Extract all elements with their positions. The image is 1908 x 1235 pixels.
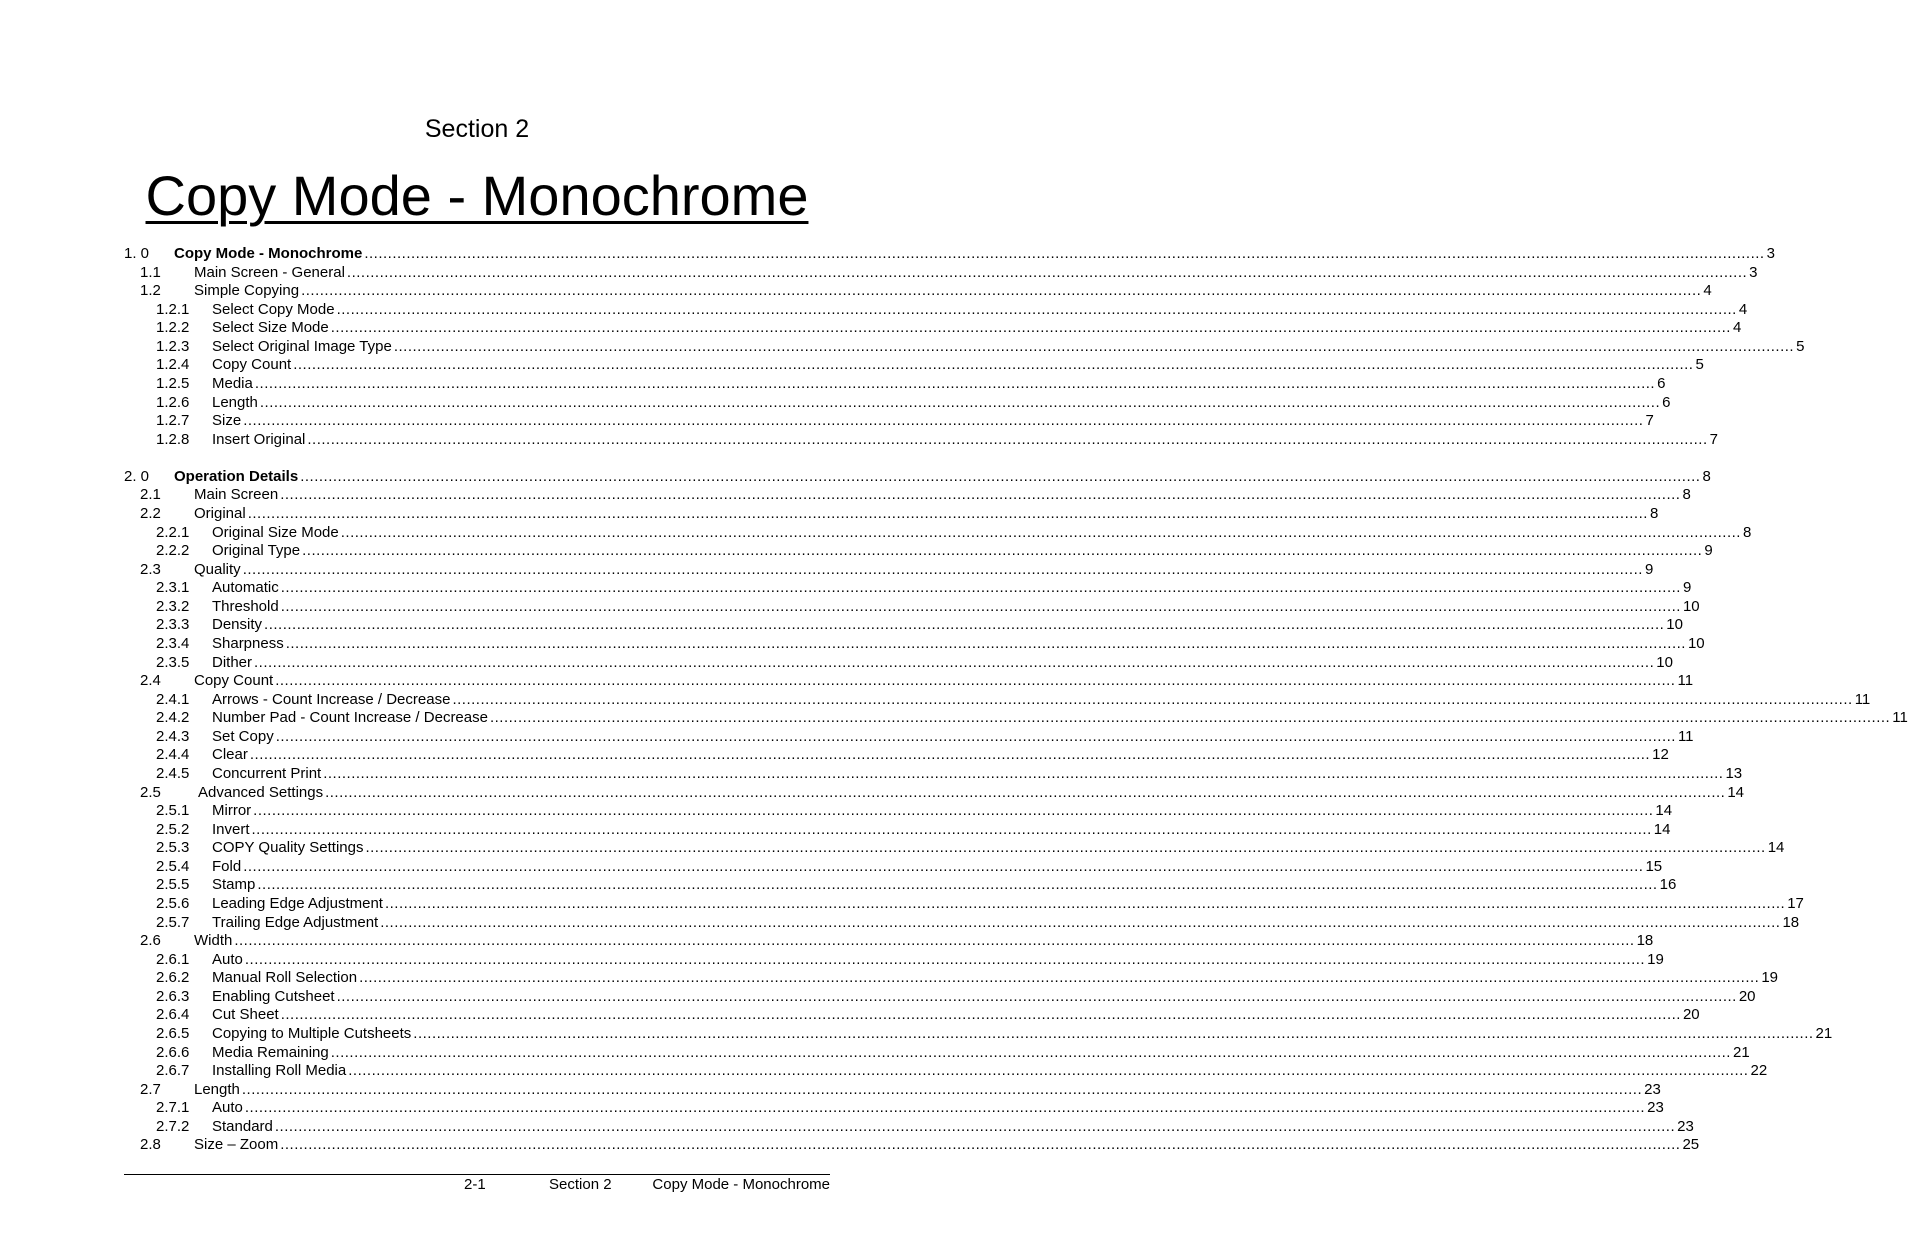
toc-entry-page: 14 [1727, 783, 1745, 801]
toc-leader-dots: ............................................................................................................................................................................................................................................................................................................ [247, 504, 1648, 522]
toc-entry[interactable] [124, 709, 1908, 727]
toc-leader-dots: ............................................................................................................................................................................................................................................................................................................ [346, 263, 1748, 281]
toc-entry-page: 3 [1766, 245, 1775, 262]
toc-entry-number: 1.2.2 [156, 319, 190, 337]
toc-entry-number: 2.5.4 [156, 857, 190, 875]
toc-entry-page: 5 [1796, 337, 1805, 355]
toc-entry-number: 1. 0 [124, 245, 150, 262]
toc-leader-dots: ............................................................................................................................................................................................................................................................................................................ [264, 616, 1665, 634]
toc-entry-title: Size [212, 412, 242, 430]
toc-entry-title: Length [212, 393, 258, 411]
toc-leader-dots: ............................................................................................................................................................................................................................................................................................................ [336, 987, 1737, 1005]
toc-entry[interactable] [124, 1006, 1700, 1024]
footer-rule [124, 1174, 830, 1175]
toc-entry-number: 1.2.8 [156, 430, 190, 448]
toc-entry[interactable] [124, 374, 1666, 393]
toc-entry[interactable] [124, 969, 1779, 987]
toc-entry-number: 1.2 [140, 282, 161, 300]
toc-entry-page: 23 [1647, 1099, 1664, 1117]
toc-leader-dots: ............................................................................................................................................................................................................................................................................................................ [330, 319, 1731, 337]
toc-entry[interactable] [124, 950, 1664, 969]
toc-entry-page: 19 [1761, 969, 1779, 987]
toc-entry-page: 11 [1677, 672, 1694, 690]
toc-entry-page: 18 [1782, 913, 1800, 931]
toc-entry[interactable] [124, 690, 1871, 709]
toc-entry[interactable] [124, 245, 1775, 263]
toc-entry-page: 10 [1656, 653, 1673, 671]
toc-entry-title: Original Size Mode [212, 523, 339, 541]
toc-entry[interactable] [124, 746, 1669, 764]
toc-entry-title: Operation Details [174, 467, 299, 485]
toc-leader-dots: ............................................................................................................................................................................................................................................................................................................ [243, 857, 1644, 875]
toc-entry-page: 4 [1738, 300, 1748, 318]
toc-entry-page: 21 [1732, 1043, 1750, 1061]
toc-entry-page: 5 [1695, 356, 1704, 374]
toc-entry-page: 19 [1647, 950, 1664, 968]
toc-entry-title: Copy Mode - Monochrome [174, 245, 363, 262]
toc-leader-dots: ............................................................................................................................................................................................................................................................................................................ [257, 876, 1658, 894]
toc-entry-page: 25 [1682, 1136, 1700, 1154]
toc-entry-number: 2.6.2 [156, 969, 190, 987]
toc-entry-title: Select Original Image Type [212, 337, 392, 355]
toc-entry-title: Clear [212, 746, 248, 764]
toc-entry-title: Media Remaining [212, 1043, 329, 1061]
toc-entry-page: 6 [1662, 393, 1671, 411]
toc-entry-title: Invert [212, 820, 250, 838]
toc-leader-dots: ............................................................................................................................................................................................................................................................................................................ [254, 374, 1656, 392]
toc-leader-dots: ............................................................................................................................................................................................................................................................................................................ [300, 467, 1701, 485]
toc-entry[interactable] [124, 337, 1805, 356]
toc-entry-title: Leading Edge Adjustment [212, 894, 383, 912]
toc-entry-number: 2.3.5 [156, 653, 190, 671]
toc-entry-number: 2.3 [140, 560, 161, 578]
toc-entry-title: Advanced Settings [198, 783, 324, 801]
toc-entry[interactable] [124, 1080, 1661, 1099]
toc-entry-number: 2.4.4 [156, 746, 190, 764]
toc-entry-number: 2.5.3 [156, 839, 190, 857]
toc-entry-page: 21 [1815, 1024, 1833, 1042]
toc-entry-title: Select Size Mode [212, 319, 329, 337]
toc-entry-page: 23 [1644, 1080, 1661, 1098]
toc-entry-number: 2.5.7 [156, 913, 190, 931]
toc-entry-page: 7 [1709, 430, 1718, 448]
toc-entry-number: 2.1 [140, 486, 161, 504]
toc-leader-dots: ............................................................................................................................................................................................................................................................................................................ [359, 969, 1760, 987]
toc-entry-number: 2.8 [140, 1136, 161, 1154]
toc-entry-number: 2.5.6 [156, 894, 190, 912]
toc-entry-number: 2.4.1 [156, 690, 190, 708]
toc-entry-number: 2.6.1 [156, 950, 190, 968]
toc-entry[interactable] [124, 1043, 1750, 1062]
toc-leader-dots: ............................................................................................................................................................................................................................................................................................................ [254, 653, 1655, 671]
toc-leader-dots: ............................................................................................................................................................................................................................................................................................................ [234, 932, 1635, 950]
toc-entry-title: Width [194, 932, 233, 950]
toc-entry[interactable] [124, 616, 1683, 634]
toc-entry-page: 18 [1636, 932, 1654, 950]
toc-entry-title: Number Pad - Count Increase / Decrease [212, 709, 488, 727]
toc-entry[interactable] [124, 764, 1743, 783]
toc-entry-page: 10 [1666, 616, 1683, 634]
toc-leader-dots: ............................................................................................................................................................................................................................................................................................................ [380, 913, 1781, 931]
toc-entry[interactable] [124, 820, 1671, 839]
toc-entry-number: 2.6.6 [156, 1043, 190, 1061]
toc-entry-number: 2.5.2 [156, 820, 190, 838]
toc-entry-title: Dither [212, 653, 253, 671]
toc-entry-number: 2.2.1 [156, 523, 190, 541]
toc-entry-number: 2.5 [140, 783, 161, 801]
toc-entry[interactable] [124, 857, 1663, 876]
toc-entry-page: 11 [1854, 690, 1871, 708]
toc-entry-page: 3 [1749, 263, 1758, 281]
toc-entry-title: Threshold [212, 597, 279, 615]
toc-leader-dots: ............................................................................................................................................................................................................................................................................................................ [384, 894, 1786, 912]
toc-entry-number: 2.3.1 [156, 579, 190, 597]
toc-entry-number: 1.2.6 [156, 393, 190, 411]
toc-leader-dots: ............................................................................................................................................................................................................................................................................................................ [275, 672, 1676, 690]
toc-entry-page: 6 [1657, 374, 1666, 392]
toc-entry-page: 14 [1655, 802, 1673, 820]
toc-entry-page: 20 [1738, 987, 1756, 1005]
toc-entry-page: 10 [1687, 634, 1705, 652]
toc-entry[interactable] [124, 727, 1694, 746]
toc-leader-dots: ............................................................................................................................................................................................................................................................................................................ [325, 783, 1726, 801]
toc-entry-page: 8 [1649, 504, 1659, 522]
toc-entry-number: 2. 0 [124, 467, 150, 485]
toc-leader-dots: ............................................................................................................................................................................................................................................................................................................ [244, 1099, 1646, 1117]
toc-entry-number: 2.4 [140, 672, 161, 690]
toc-leader-dots: ............................................................................................................................................................................................................................................................................................................ [253, 802, 1654, 820]
toc-entry-title: Stamp [212, 876, 256, 894]
toc-leader-dots: ............................................................................................................................................................................................................................................................................................................ [249, 746, 1651, 764]
toc-entry-page: 23 [1677, 1117, 1694, 1135]
toc-entry[interactable] [124, 783, 1745, 802]
toc-entry-title: Original [194, 504, 246, 522]
toc-entry-title: Trailing Edge Adjustment [212, 913, 379, 931]
toc-entry-title: Cut Sheet [212, 1006, 279, 1024]
footer-page-number: 2-1 [464, 1176, 486, 1193]
toc-leader-dots: ............................................................................................................................................................................................................................................................................................................ [275, 727, 1676, 745]
toc-entry-title: Automatic [212, 579, 279, 597]
toc-entry[interactable] [124, 597, 1700, 616]
toc-entry-title: Length [194, 1080, 240, 1098]
toc-entry-title: Copy Count [212, 356, 292, 374]
toc-entry-page: 22 [1750, 1062, 1768, 1080]
toc-entry-page: 8 [1742, 523, 1752, 541]
toc-entry-page: 14 [1653, 820, 1671, 838]
section-label: Section 2 [424, 115, 530, 143]
toc-entry-title: Main Screen [194, 486, 279, 504]
toc-leader-dots: ............................................................................................................................................................................................................................................................................................................ [280, 486, 1681, 504]
toc-entry-number: 2.6 [140, 932, 161, 950]
toc-entry[interactable] [124, 1024, 1833, 1043]
toc-entry-title: Enabling Cutsheet [212, 987, 335, 1005]
toc-entry[interactable] [124, 653, 1673, 672]
toc-entry-title: Simple Copying [194, 282, 300, 300]
toc-entry-title: Quality [194, 560, 241, 578]
toc-entry[interactable] [124, 1062, 1768, 1080]
page-footer [124, 1176, 830, 1194]
toc-entry[interactable] [124, 467, 1711, 486]
toc-entry-page: 16 [1659, 876, 1677, 894]
toc-entry-number: 1.2.4 [156, 356, 190, 374]
toc-leader-dots: ............................................................................................................................................................................................................................................................................................................ [365, 839, 1766, 857]
toc-entry-title: Size – Zoom [194, 1136, 279, 1154]
toc-entry-title: COPY Quality Settings [212, 839, 364, 857]
toc-leader-dots: ............................................................................................................................................................................................................................................................................................................ [348, 1062, 1749, 1080]
toc-entry[interactable] [124, 1117, 1694, 1136]
toc-entry[interactable] [124, 300, 1748, 319]
toc-entry-title: Select Copy Mode [212, 300, 335, 318]
toc-leader-dots: ............................................................................................................................................................................................................................................................................................................ [323, 764, 1724, 782]
toc-entry-number: 1.2.7 [156, 412, 190, 430]
toc-entry-page: 20 [1682, 1006, 1700, 1024]
toc-entry-page: 8 [1682, 486, 1691, 504]
toc-entry-title: Original Type [212, 542, 301, 560]
toc-leader-dots: ............................................................................................................................................................................................................................................................................................................ [280, 597, 1681, 615]
footer-section: Section 2 [549, 1176, 612, 1193]
toc-entry[interactable] [124, 1136, 1700, 1154]
toc-entry-page: 10 [1682, 597, 1700, 615]
toc-entry[interactable] [124, 542, 1713, 560]
toc-leader-dots: ............................................................................................................................................................................................................................................................................................................ [302, 542, 1703, 560]
toc-entry-title: Copy Count [194, 672, 274, 690]
toc-leader-dots: ............................................................................................................................................................................................................................................................................................................ [330, 1043, 1731, 1061]
toc-entry[interactable] [124, 356, 1704, 374]
toc-leader-dots: ............................................................................................................................................................................................................................................................................................................ [280, 579, 1681, 597]
toc-entry-number: 2.4.2 [156, 709, 190, 727]
toc-leader-dots: ............................................................................................................................................................................................................................................................................................................ [241, 1080, 1643, 1098]
toc-entry-title: Set Copy [212, 727, 274, 745]
toc-entry[interactable] [124, 319, 1742, 337]
toc-leader-dots: ............................................................................................................................................................................................................................................................................................................ [413, 1024, 1814, 1042]
toc-entry[interactable] [124, 412, 1654, 430]
toc-entry-number: 1.2.3 [156, 337, 190, 355]
toc-entry-page: 11 [1892, 709, 1908, 727]
toc-entry[interactable] [124, 393, 1671, 412]
toc-entry-number: 2.7.2 [156, 1117, 190, 1135]
toc-leader-dots: ............................................................................................................................................................................................................................................................................................................ [307, 430, 1708, 448]
document-title: Copy Mode - Monochrome [145, 164, 809, 227]
toc-entry[interactable] [124, 876, 1677, 894]
toc-leader-dots: ............................................................................................................................................................................................................................................................................................................ [340, 523, 1741, 541]
toc-leader-dots: ............................................................................................................................................................................................................................................................................................................ [280, 1006, 1681, 1024]
toc-entry[interactable] [124, 672, 1694, 690]
toc-entry-page: 9 [1682, 579, 1692, 597]
toc-entry-page: 11 [1677, 727, 1694, 745]
toc-leader-dots: ............................................................................................................................................................................................................................................................................................................ [280, 1136, 1681, 1154]
toc-entry-number: 2.4.5 [156, 764, 190, 782]
toc-entry[interactable] [124, 987, 1756, 1006]
toc-entry-page: 4 [1732, 319, 1742, 337]
toc-entry-page: 8 [1702, 467, 1711, 485]
toc-entry-title: Mirror [212, 802, 252, 820]
toc-leader-dots: ............................................................................................................................................................................................................................................................................................................ [244, 950, 1646, 968]
toc-entry[interactable] [124, 913, 1800, 932]
toc-entry[interactable] [124, 523, 1752, 542]
toc-entry[interactable] [124, 282, 1712, 300]
toc-entry-number: 2.2 [140, 504, 161, 522]
toc-leader-dots: ............................................................................................................................................................................................................................................................................................................ [274, 1117, 1676, 1135]
toc-leader-dots: ............................................................................................................................................................................................................................................................................................................ [393, 337, 1795, 355]
toc-entry-number: 1.2.1 [156, 300, 190, 318]
toc-entry[interactable] [124, 504, 1659, 523]
toc-entry-title: Sharpness [212, 634, 284, 652]
toc-entry[interactable] [124, 560, 1654, 579]
toc-entry-number: 2.3.3 [156, 616, 190, 634]
toc-entry-number: 2.7 [140, 1080, 161, 1098]
toc-entry-page: 9 [1644, 560, 1654, 578]
toc-leader-dots: ............................................................................................................................................................................................................................................................................................................ [452, 690, 1853, 708]
toc-entry-number: 1.2.5 [156, 374, 190, 392]
toc-entry-title: Fold [212, 857, 242, 875]
toc-entry[interactable] [124, 263, 1758, 282]
toc-entry-number: 2.7.1 [156, 1099, 190, 1117]
footer-title: Copy Mode - Monochrome [652, 1176, 830, 1193]
toc-entry-page: 15 [1645, 857, 1663, 875]
toc-entry-page: 9 [1704, 542, 1713, 560]
toc-entry-number: 2.6.3 [156, 987, 190, 1005]
toc-entry-title: Density [212, 616, 263, 634]
toc-entry-title: Arrows - Count Increase / Decrease [212, 690, 451, 708]
toc-entry-page: 17 [1787, 894, 1804, 912]
toc-leader-dots: ............................................................................................................................................................................................................................................................................................................ [242, 560, 1643, 578]
toc-entry[interactable] [124, 839, 1785, 857]
toc-entry-number: 2.3.2 [156, 597, 190, 615]
toc-entry-number: 2.2.2 [156, 542, 190, 560]
toc-entry-title: Standard [212, 1117, 273, 1135]
toc-entry[interactable] [124, 579, 1692, 597]
toc-leader-dots: ............................................................................................................................................................................................................................................................................................................ [243, 412, 1644, 430]
toc-entry[interactable] [124, 1099, 1664, 1117]
toc-entry-number: 2.6.4 [156, 1006, 190, 1024]
toc-entry-title: Insert Original [212, 430, 306, 448]
toc-leader-dots: ............................................................................................................................................................................................................................................................................................................ [336, 300, 1737, 318]
toc-entry[interactable] [124, 802, 1673, 820]
toc-entry-number: 1.1 [140, 263, 161, 281]
toc-entry-title: Main Screen - General [194, 263, 345, 281]
toc-entry-number: 2.3.4 [156, 634, 190, 652]
toc-entry-page: 12 [1652, 746, 1669, 764]
toc-entry-title: Installing Roll Media [212, 1062, 347, 1080]
toc-leader-dots: ............................................................................................................................................................................................................................................................................................................ [301, 282, 1702, 300]
toc-leader-dots: ............................................................................................................................................................................................................................................................................................................ [285, 634, 1686, 652]
toc-entry-page: 4 [1703, 282, 1712, 300]
toc-entry-number: 2.4.3 [156, 727, 190, 745]
toc-entry-number: 2.6.7 [156, 1062, 190, 1080]
toc-leader-dots: ............................................................................................................................................................................................................................................................................................................ [293, 356, 1694, 374]
toc-leader-dots: ............................................................................................................................................................................................................................................................................................................ [259, 393, 1661, 411]
toc-entry-title: Auto [212, 950, 243, 968]
toc-entry-title: Concurrent Print [212, 764, 322, 782]
toc-entry-title: Media [212, 374, 253, 392]
toc-entry[interactable] [124, 894, 1804, 913]
toc-entry[interactable] [124, 430, 1718, 449]
toc-entry-page: 14 [1767, 839, 1785, 857]
toc-leader-dots: ............................................................................................................................................................................................................................................................................................................ [489, 709, 1891, 727]
toc-entry-page: 13 [1725, 764, 1743, 782]
toc-entry[interactable] [124, 634, 1705, 653]
toc-entry-number: 2.6.5 [156, 1024, 190, 1042]
toc-entry[interactable] [124, 932, 1654, 950]
toc-entry-page: 7 [1645, 412, 1654, 430]
toc-entry[interactable] [124, 486, 1691, 504]
toc-entry-title: Manual Roll Selection [212, 969, 358, 987]
toc-leader-dots: ............................................................................................................................................................................................................................................................................................................ [251, 820, 1652, 838]
toc-entry-title: Auto [212, 1099, 243, 1117]
toc-leader-dots: ............................................................................................................................................................................................................................................................................................................ [364, 245, 1765, 262]
toc-entry-number: 2.5.5 [156, 876, 190, 894]
toc-entry-title: Copying to Multiple Cutsheets [212, 1024, 412, 1042]
toc-entry-number: 2.5.1 [156, 802, 190, 820]
